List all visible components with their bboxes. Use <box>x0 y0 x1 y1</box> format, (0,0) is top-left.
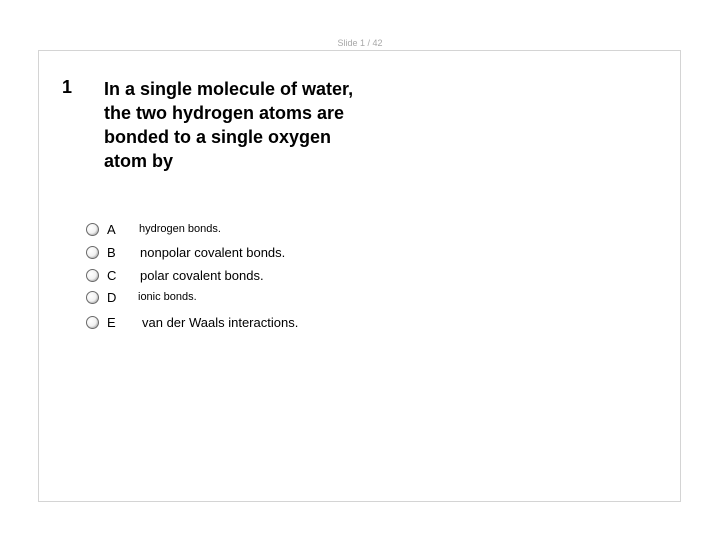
option-letter: D <box>107 289 117 305</box>
radio-button-icon[interactable] <box>86 269 99 282</box>
option-letter: A <box>107 221 116 237</box>
slide-counter: Slide 1 / 42 <box>337 38 383 48</box>
radio-button-icon[interactable] <box>86 316 99 329</box>
question-number: 1 <box>62 77 73 97</box>
option-text: hydrogen bonds. <box>139 223 221 235</box>
radio-button-icon[interactable] <box>86 246 99 259</box>
answer-option-d[interactable] <box>86 288 197 306</box>
option-letter: B <box>107 244 116 260</box>
option-text: polar covalent bonds. <box>140 267 264 283</box>
option-text: van der Waals interactions. <box>142 314 299 330</box>
option-text: ionic bonds. <box>138 291 197 303</box>
answer-option-a[interactable] <box>86 220 221 238</box>
answer-option-c[interactable] <box>86 266 264 284</box>
radio-button-icon[interactable] <box>86 223 99 236</box>
option-letter: E <box>107 314 116 330</box>
answer-option-e[interactable] <box>86 313 299 331</box>
question-text: In a single molecule of water, the two hydrogen atoms are bonded to a single oxygen atom by <box>104 79 354 171</box>
option-text: nonpolar covalent bonds. <box>140 244 286 260</box>
answer-option-b[interactable] <box>86 243 286 261</box>
radio-button-icon[interactable] <box>86 291 99 304</box>
option-letter: C <box>107 267 117 283</box>
